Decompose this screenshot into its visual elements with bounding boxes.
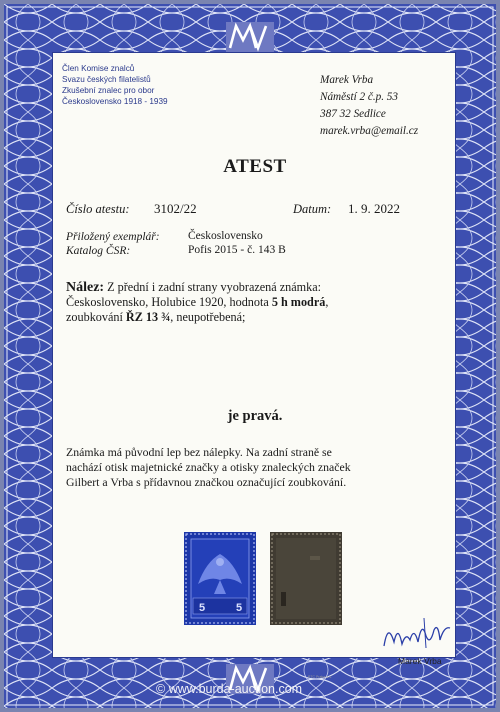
issuer-city: 387 32 Sedlice [320,108,386,120]
stamp-front-image [184,532,256,625]
finding-line-2: Československo, Holubice 1920, hodnota [66,295,272,309]
printer-credit: PTC Praha a.s. [308,675,332,679]
specimen-label: Přiložený exemplář: [66,231,160,243]
catalog-label: Katalog ČSR: [66,245,131,257]
membership-line: Československo 1918 - 1939 [62,97,168,106]
auction-watermark [156,682,302,696]
handwritten-signature [380,616,460,654]
finding-label: Nález: [66,280,105,295]
verdict: je pravá. [227,408,283,424]
certificate-title: ATEST [223,156,287,177]
monogram-mv-logo-top [226,22,274,52]
membership-line: Člen Komise znalců [62,64,135,73]
finding-line-3: zoubkování [66,310,126,324]
finding-line-1: Z přední i zadní strany vyobrazená známka: [107,280,322,294]
membership-line: Svazu českých filatelistů [62,75,151,84]
issuer-address [320,72,418,140]
finding-block [66,280,328,325]
watermark-text: www.burda-auction.com [168,682,303,696]
copyright-symbol: © [156,682,166,696]
finding-value: 5 h modrá [271,295,326,309]
note-line: Známka má původní lep bez nálepky. Na zadní straně se [66,445,332,459]
note-line: nachází otisk majetnické značky a otisky znaleckých značek [66,460,351,474]
certificate-date: 1. 9. 2022 [348,201,400,216]
note-block [66,445,351,490]
finding-punct: , [325,295,329,309]
signer-name: Marek Vrba [398,656,442,666]
issuer-email: marek.vrba@email.cz [320,125,419,137]
date-label: Datum: [293,202,332,216]
stamp-back-icon [270,532,342,625]
stamp-back-image [270,532,342,625]
finding-perforation: ŘZ 13 ¾ [125,310,171,324]
certificate-number: 3102/22 [154,201,197,216]
dove-stamp-icon [184,532,256,625]
finding-condition: , neupotřebená; [170,310,246,324]
certificate-paper [52,52,456,679]
certificate-frame [4,4,496,708]
membership-line: Zkušební znalec pro obor [62,86,155,95]
stamp-value-right: 5 [236,602,243,614]
note-line: Gilbert a Vrba s přídavnou značkou označující zoubkování. [66,475,347,489]
catalog-value: Pofis 2015 - č. 143 B [188,244,286,256]
issuer-street: Náměstí 2 č.p. 53 [320,91,398,103]
specimen-value: Československo [188,230,263,242]
membership-block [62,63,168,107]
certificate-number-label: Číslo atestu: [66,202,130,216]
stamp-value-left: 5 [199,602,206,614]
issuer-name: Marek Vrba [320,74,374,86]
